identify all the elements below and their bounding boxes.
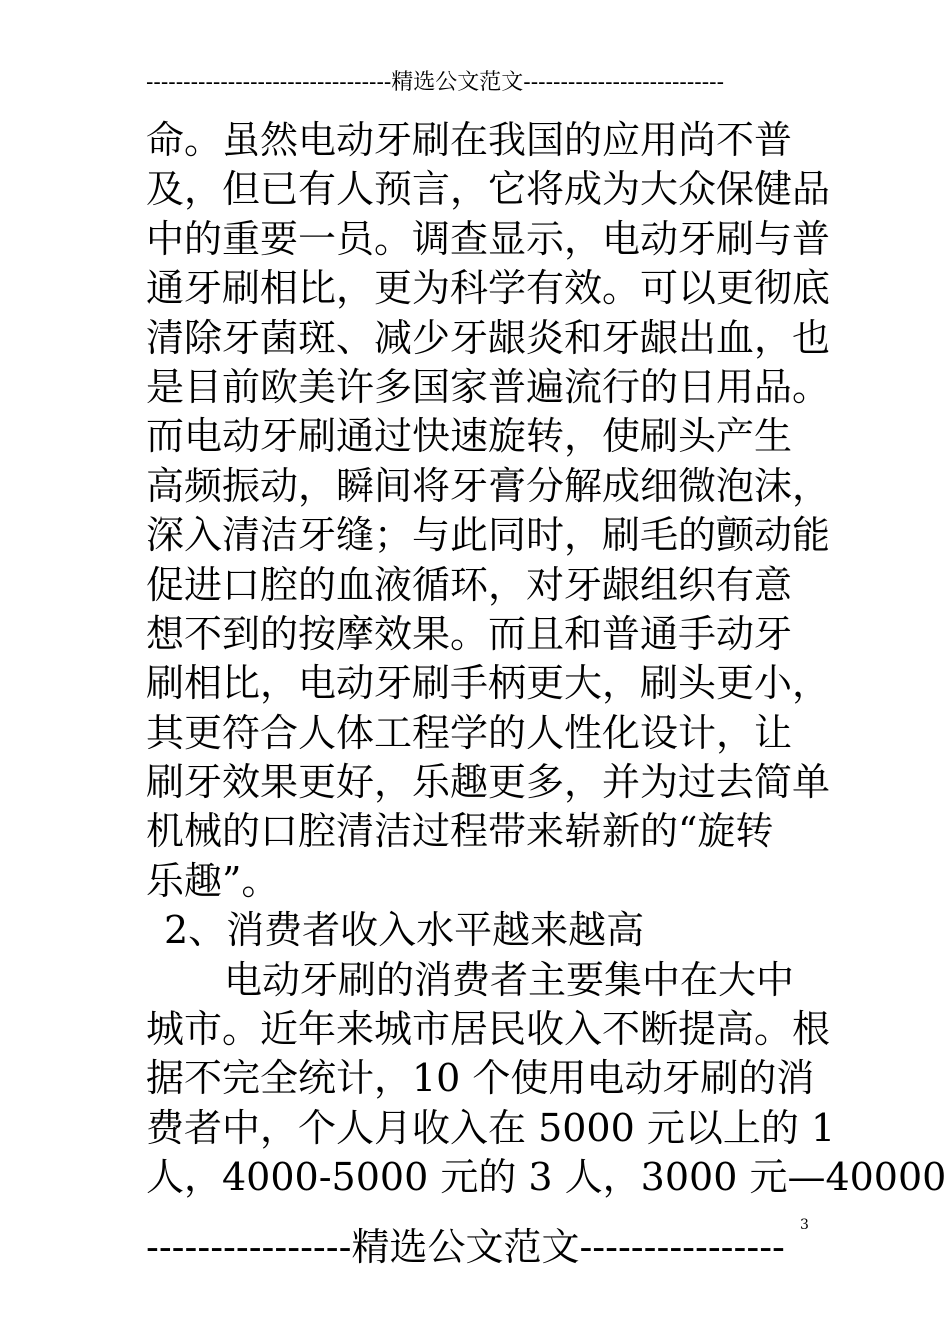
text-line: 通牙刷相比，更为科学有效。可以更彻底 bbox=[146, 266, 831, 311]
page-header: ---------------------------------精选公文范文--------------------------- bbox=[146, 70, 725, 95]
text-line: 促进口腔的血液循环，对牙龈组织有意 bbox=[146, 562, 793, 607]
text-line: 刷相比，电动牙刷手柄更大，刷头更小， bbox=[146, 661, 831, 706]
page-number: 3 bbox=[800, 1217, 809, 1233]
text-line: 及，但已有人预言，它将成为大众保健品 bbox=[146, 167, 831, 212]
text-line: 据不完全统计，10 个使用电动牙刷的消 bbox=[146, 1056, 815, 1101]
text-line: 是目前欧美许多国家普遍流行的日用品。 bbox=[146, 364, 831, 409]
text-line: 想不到的按摩效果。而且和普通手动牙 bbox=[146, 611, 793, 656]
text-line: 其更符合人体工程学的人性化设计，让 bbox=[146, 710, 793, 755]
page-footer: ----------------精选公文范文---------------- bbox=[146, 1225, 785, 1269]
document-body bbox=[146, 116, 947, 1203]
text-line: 刷牙效果更好，乐趣更多，并为过去简单 bbox=[146, 760, 831, 805]
text-line: 深入清洁牙缝；与此同时，刷毛的颤动能 bbox=[146, 513, 831, 558]
text-line: 乐趣”。 bbox=[146, 858, 280, 903]
text-line: 清除牙菌斑、减少牙龈炎和牙龈出血，也 bbox=[146, 315, 831, 360]
text-line: 人，4000-5000 元的 3 人，3000 元—40000 bbox=[146, 1155, 947, 1200]
text-line: 高频振动，瞬间将牙膏分解成细微泡沫， bbox=[146, 463, 831, 508]
paragraph-first-line: 电动牙刷的消费者主要集中在大中 bbox=[224, 957, 795, 1002]
text-line: 中的重要一员。调查显示，电动牙刷与普 bbox=[146, 216, 831, 261]
text-line: 城市。近年来城市居民收入不断提高。根 bbox=[146, 1007, 831, 1052]
text-line: 机械的口腔清洁过程带来崭新的“旋转 bbox=[146, 809, 774, 854]
text-line: 费者中，个人月收入在 5000 元以上的 1 bbox=[146, 1105, 836, 1150]
section-heading: 2、消费者收入水平越来越高 bbox=[164, 908, 645, 953]
text-line: 而电动牙刷通过快速旋转，使刷头产生 bbox=[146, 414, 793, 459]
text-line: 命。虽然电动牙刷在我国的应用尚不普 bbox=[146, 118, 793, 162]
